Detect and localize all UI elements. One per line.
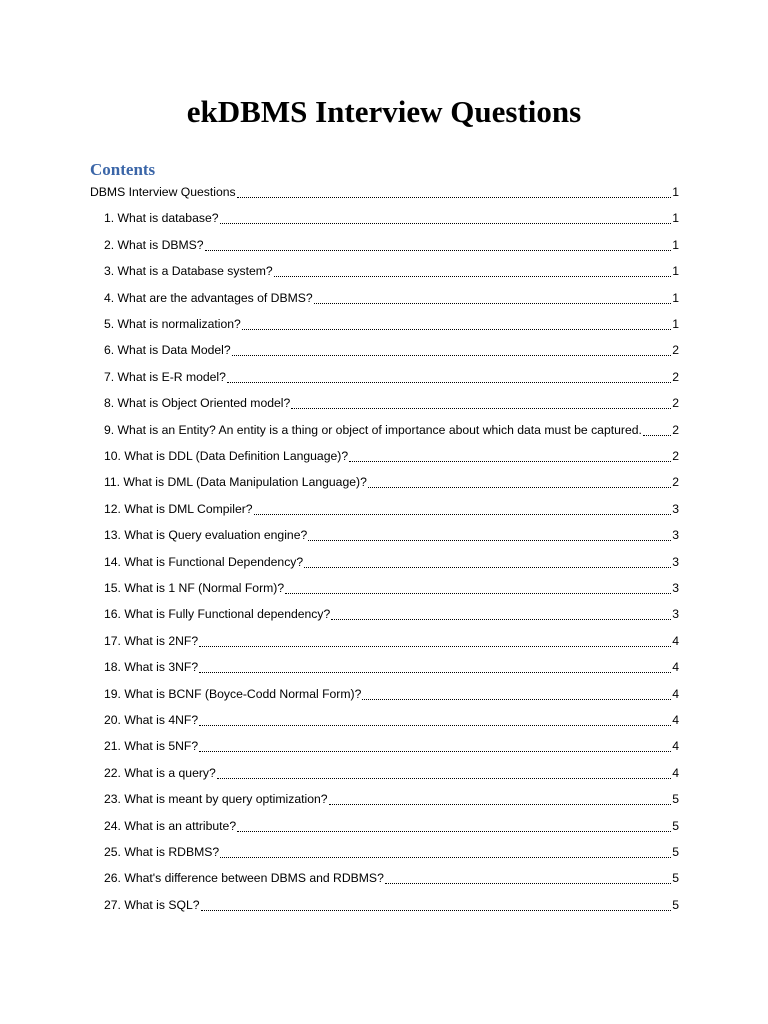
toc-entry-label: 16. What is Fully Functional dependency? [104,607,331,622]
toc-dot-leader [201,910,672,911]
toc-entry[interactable] [104,341,679,359]
toc-entry-label: 2. What is DBMS? [104,237,204,252]
toc-page-number: 2 [672,422,679,437]
toc-dot-leader [643,435,671,436]
toc-entry[interactable] [104,843,679,861]
toc-page-number: 2 [672,396,679,411]
toc-entry[interactable] [104,447,679,465]
toc-dot-leader [205,250,672,251]
toc-entry[interactable] [104,500,679,518]
toc-entry-label: 7. What is E-R model? [104,369,226,384]
toc-page-number: 2 [672,369,679,384]
toc-dot-leader [220,223,672,224]
toc-dot-leader [237,197,672,198]
toc-page-number: 5 [672,818,679,833]
toc-entry-label: 21. What is 5NF? [104,739,199,754]
toc-dot-leader [308,540,671,541]
toc-dot-leader [227,382,671,383]
toc-entry[interactable] [104,421,679,439]
toc-page-number: 1 [672,290,679,305]
toc-entry-label: 20. What is 4NF? [104,713,199,727]
toc-page-number: 3 [672,607,679,622]
toc-dot-leader [274,276,672,277]
toc-entry[interactable] [104,473,679,491]
toc-page-number: 4 [672,660,679,675]
toc-entry-label: 9. What is an Entity? An entity is a thing or object of importance about which data must be captured. [104,422,642,437]
toc-dot-leader [349,461,671,462]
toc-page-number: 2 [672,343,679,358]
toc-entry[interactable] [104,632,679,650]
toc-dot-leader [314,303,672,304]
toc-entry-label: 22. What is a query? [104,765,216,780]
toc-dot-leader [242,329,671,330]
toc-dot-leader [237,831,671,832]
toc-dot-leader [368,487,671,488]
toc-page-number: 4 [672,739,679,754]
toc-page-number: 5 [672,897,679,912]
toc-entry[interactable] [104,315,679,333]
toc-page-number: 3 [672,581,679,595]
toc-page-number: 4 [672,765,679,780]
toc-entry-label: 10. What is DDL (Data Definition Language)? [104,449,349,463]
toc-page-number: 3 [672,501,679,516]
toc-entry[interactable] [104,262,679,280]
toc-dot-leader [304,567,671,568]
toc-entry-label: 23. What is meant by query optimization? [104,792,328,807]
toc-page-number: 5 [672,792,679,807]
toc-page-number: 4 [672,713,679,727]
toc-entry-label: 5. What is normalization? [104,317,241,331]
toc-entry[interactable] [104,368,679,386]
toc-entry[interactable] [104,764,679,782]
toc-entry[interactable] [104,869,679,887]
toc-page-number: 2 [672,449,679,463]
toc-entry[interactable] [104,790,679,808]
toc-entry[interactable] [104,605,679,623]
toc-entry-label: 1. What is database? [104,211,219,226]
toc-entry[interactable] [104,526,679,544]
toc-dot-leader [291,408,671,409]
contents-heading: Contents [90,160,156,179]
toc-entry-label: 8. What is Object Oriented model? [104,396,291,411]
toc-page-number: 2 [672,475,679,490]
toc-entry-label: 27. What is SQL? [104,897,200,912]
toc-entry-label: 6. What is Data Model? [104,343,231,358]
toc-entry-label: 19. What is BCNF (Boyce-Codd Normal Form)? [104,686,362,701]
toc-entry-label: 18. What is 3NF? [104,660,199,675]
toc-dot-leader [220,857,671,858]
toc-page-number: 1 [672,237,679,252]
toc-dot-leader [329,804,672,805]
toc-entry[interactable] [104,658,679,676]
toc-entry-label: 26. What's difference between DBMS and RDBMS? [104,871,384,886]
toc-dot-leader [331,619,671,620]
toc-entry-label: 25. What is RDBMS? [104,845,220,859]
toc-page-number: 4 [672,633,679,648]
toc-page-number: 1 [672,264,679,279]
toc-dot-leader [362,699,671,700]
toc-entry[interactable] [104,737,679,755]
toc-dot-leader [385,883,671,884]
toc-entry-label: 14. What is Functional Dependency? [104,554,304,569]
toc-entry[interactable] [104,711,679,729]
toc-page-number: 3 [672,528,679,543]
toc-entry-label: 11. What is DML (Data Manipulation Language)? [104,475,367,490]
toc-dot-leader [254,514,672,515]
toc-dot-leader [199,672,671,673]
toc-entry-label: 17. What is 2NF? [104,633,199,648]
toc-dot-leader [199,751,671,752]
toc-page-number: 5 [672,871,679,886]
toc-page-number: 4 [672,686,679,701]
toc-page-number: 5 [672,845,679,859]
toc-entry[interactable] [104,394,679,412]
toc-entry-label: 13. What is Query evaluation engine? [104,528,308,543]
toc-page-number: 3 [672,554,679,569]
toc-entry[interactable] [104,553,679,571]
toc-entry[interactable] [104,579,679,597]
toc-entry[interactable] [104,896,679,914]
toc-dot-leader [217,778,671,779]
toc-page-number: 1 [672,317,679,331]
document-title: ekDBMS Interview Questions [186,94,582,129]
toc-page-number: 1 [672,185,679,199]
toc-entry-label: 15. What is 1 NF (Normal Form)? [104,581,285,595]
toc-entry[interactable] [104,289,679,307]
toc-entry-label: 12. What is DML Compiler? [104,501,253,516]
toc-entry-label: 3. What is a Database system? [104,264,273,279]
toc-entry[interactable] [104,817,679,835]
toc-page-number: 1 [672,211,679,226]
toc-entry-label: 24. What is an attribute? [104,818,237,833]
toc-entry-label: DBMS Interview Questions [90,185,236,199]
toc-dot-leader [199,646,671,647]
toc-dot-leader [285,593,671,594]
toc-entry-label: 4. What are the advantages of DBMS? [104,290,313,305]
toc-dot-leader [199,725,671,726]
toc-dot-leader [232,355,672,356]
toc-entry[interactable] [104,209,679,227]
toc-entry[interactable] [104,685,679,703]
toc-entry[interactable] [90,183,679,201]
toc-entry[interactable] [104,236,679,254]
